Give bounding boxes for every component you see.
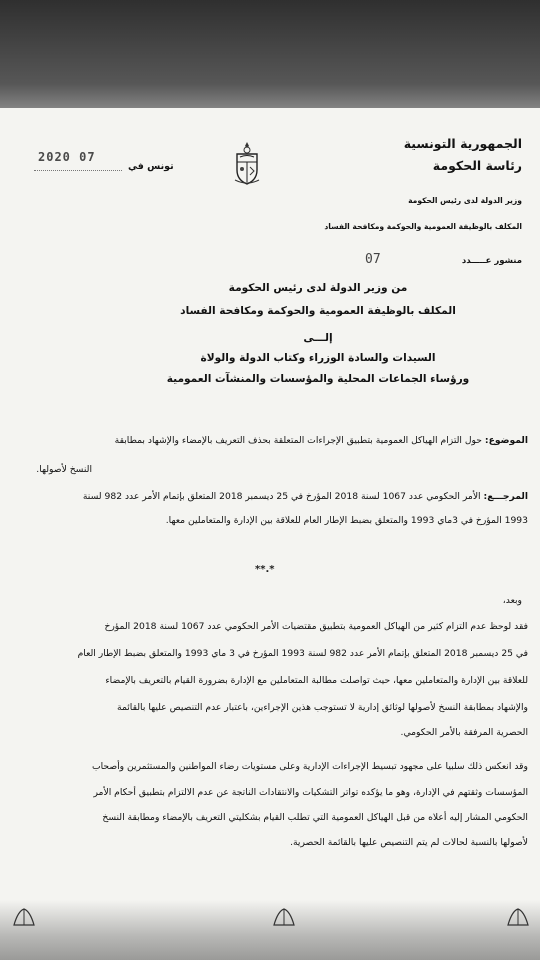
sender-line-2: المكلف بالوظيفة العمومية والحوكمة ومكافحة الفساد — [180, 305, 456, 317]
subject-text-2: النسخ لأصولها. — [36, 464, 92, 475]
paragraph-1-line: الحصرية المرفقة بالأمر الحكومي. — [400, 727, 528, 738]
recipients-line-1: السيدات والسادة الوزراء وكتاب الدولة والولاة — [200, 352, 436, 364]
paragraph-1-line: فقد لوحظ عدم التزام كثير من الهياكل العمومية بتطبيق مقتضيات الأمر الحكومي عدد 1067 لسنة 2018 المؤرخ — [104, 621, 528, 632]
tunisia-emblem-icon — [232, 140, 262, 186]
reference-line-1 — [83, 492, 528, 501]
sender-line-1: من وزير الدولة لدى رئيس الحكومة — [228, 282, 408, 294]
paragraph-1-line: والإشهاد بمطابقة النسخ لأصولها لوثائق إدارية لا تستوجب هذين الإجراءين، باعتبار عدم التنصيص عليها بالقائمة — [117, 702, 528, 713]
paragraph-2-line: لأصولها بالنسبة لحالات لم يتم التنصيص عليها بالقائمة الحصرية. — [290, 837, 528, 848]
circular-number: 07 — [365, 252, 381, 267]
document-page — [0, 108, 540, 960]
reference-text-2: 1993 المؤرخ في 3ماي 1993 والمتعلق بضبط الإطار العام للعلاقة بين الإدارة والمتعاملين معها. — [165, 515, 528, 526]
minister-title: وزير الدولة لدى رئيس الحكومة — [408, 196, 522, 205]
date-stamp: 2020 07 — [38, 150, 96, 164]
paragraph-2-line: المؤسسات وثقتهم في الإدارة، وهو ما يؤكده تواتر التشكيات والانتقادات الناتجة عن عدم الالتزام بتطبيق أحكام الأمر — [93, 787, 528, 798]
presidency-title: رئاسة الحكومة — [432, 158, 522, 173]
footer-ornament-icon — [504, 905, 534, 927]
city-date-label: تونس في — [128, 161, 174, 172]
subject-label: الموضوع: — [484, 435, 528, 446]
footer-ornament-icon — [270, 905, 300, 927]
subject-line-1 — [115, 436, 528, 445]
photo-background-top — [0, 0, 540, 112]
paragraph-2-line: وقد انعكس ذلك سلبيا على مجهود تبسيط الإجراءات الإدارية وعلى مستويات رضاء المواطنين والمستثمرين وأصحاب — [91, 761, 528, 772]
paragraph-1-line: للعلاقة بين الإدارة والمتعاملين معها، حيث تواصلت مطالبة المتعاملين مع الإدارة بضرورة القيام بالتعريف بالإمضاء — [105, 675, 528, 686]
reference-text-1: الأمر الحكومي عدد 1067 لسنة 2018 المؤرخ في 25 ديسمبر 2018 المتعلق بإتمام الأمر عدد 982 لسنة — [82, 491, 481, 502]
footer-ornament-icon — [10, 905, 40, 927]
minister-portfolio: المكلف بالوظيفة العمومية والحوكمة ومكافحة الفساد — [324, 222, 522, 231]
subject-text-1: حول التزام الهياكل العمومية بتطبيق الإجراءات المتعلقة بحذف التعريف بالإمضاء والإشهاد بمطابقة — [114, 435, 482, 446]
republic-title: الجمهورية التونسية — [403, 136, 522, 151]
circular-label: منشور عـــــدد — [461, 256, 522, 266]
paragraph-1-line: في 25 ديسمبر 2018 المتعلق بإتمام الأمر عدد 982 لسنة 1993 المؤرخ في 3 ماي 1993 والمتعلق بضبط الإطار العام — [77, 648, 528, 659]
paragraph-2-line: الحكومي المشار إليه أعلاه من قبل الهياكل العمومية التي تطلب القيام بشكليتي التعريف بالإمضاء ومطابقة النسخ — [102, 812, 528, 823]
opening-word: وبعد، — [502, 595, 522, 606]
separator: **.* — [255, 564, 275, 575]
recipients-line-2: ورؤساء الجماعات المحلية والمؤسسات والمنشآت العمومية — [166, 373, 470, 385]
to-word: إلـــى — [303, 332, 333, 344]
reference-label: المرجـــع: — [483, 491, 528, 502]
